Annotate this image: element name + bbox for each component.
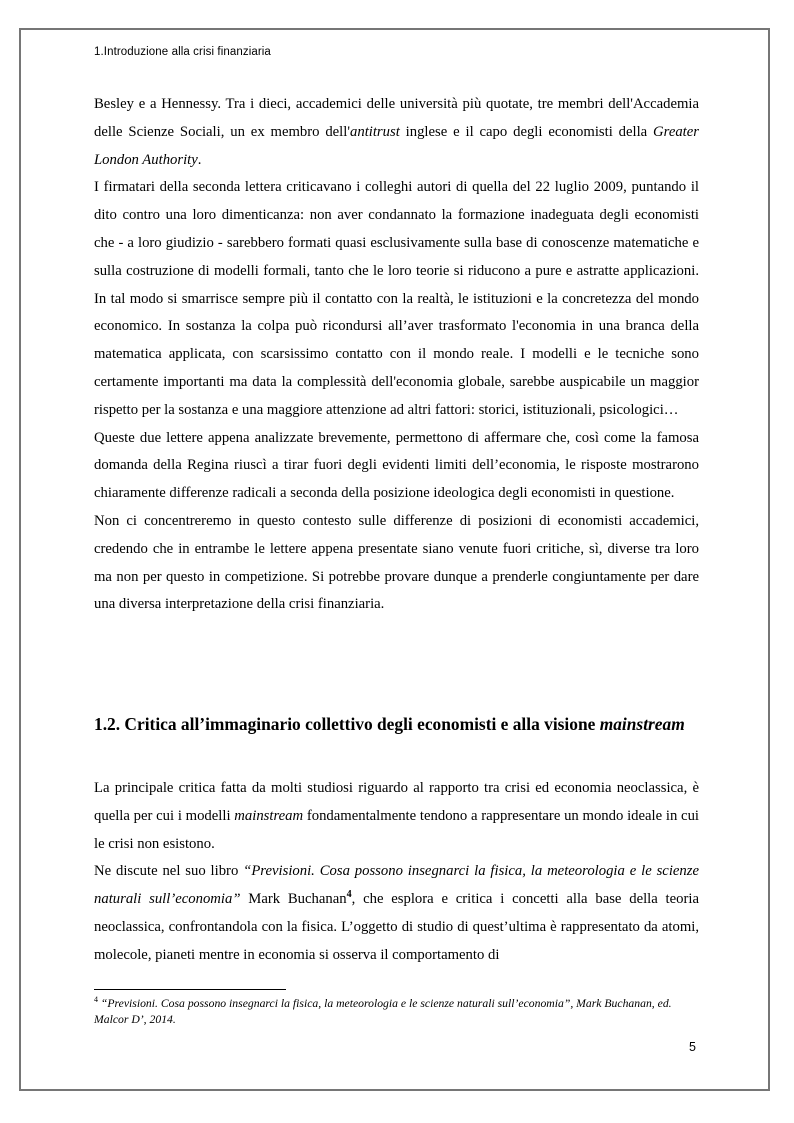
page-number: 5: [689, 1040, 696, 1054]
italic-term: antitrust: [350, 123, 400, 140]
text-span: Ne discute nel suo libro: [94, 863, 244, 880]
paragraph-3: Queste due lettere appena analizzate brevemente, permettono di affermare che, così come la famosa domanda della Regina riuscì a tirar fuori degli evidenti limiti dell’economia, le risposte mostrarono chiaramente differenze radicali a seconda della posizione ideologica degli economisti in questione.: [94, 429, 699, 502]
footnote: [94, 996, 694, 1027]
text-span: inglese e il capo degli economisti della: [399, 123, 654, 140]
section-heading: [94, 709, 699, 740]
text-span: La principale critica fatta da molti studiosi riguardo al rapporto tra crisi ed economia neoclassica, è quella per cui i modelli: [94, 780, 699, 824]
section-text: [94, 775, 699, 970]
text-span: , che esplora e critica i concetti alla base della teoria neoclassica, confrontandola con la fisica. L’oggetto di studio di quest’ultima è rappresentato da atomi, molecole, pianeti mentre in economia si osserva il comportamento di: [94, 891, 699, 963]
book-title: “Previsioni. Cosa possono insegnarci la fisica, la meteorologia e le scienze naturali sull’economia”: [94, 863, 699, 908]
section-paragraph-1: [94, 775, 699, 858]
text-span: .: [197, 151, 202, 168]
footnote-reference[interactable]: 4: [346, 889, 352, 901]
text-span: Mark Buchanan: [240, 891, 347, 908]
text-span: fondamentalmente tendono a rappresentare un mondo ideale in cui le crisi non esistono.: [94, 807, 699, 852]
paragraph-2: I firmatari della seconda lettera criticavano i colleghi autori di quella del 22 luglio 2009, puntando il dito contro una loro dimenticanza: non aver condannato la formazione inadeguata degli economisti che - a loro giudizio - sarebbero formati quasi esclusivamente sulla base di conoscenze matematiche e sulla costruzione di modelli formali, tanto che le loro teorie si riducono a pure e astratte applicazioni. In tal modo si smarrisce sempre più il contatto con la realtà, le istituzioni e la concretezza del mondo economico. In sostanza la colpa può ricondursi all’aver trasformato l'economia in una branca della matematica applicata, con scarsissimo contatto con il mondo reale. I modelli e le tecniche sono certamente importanti ma data la complessità dell'economia globale, sarebbe auspicabile un maggior rispetto per la sostanza e una maggiore attenzione ad altri fattori: storici, istituzionali, psicologici…: [94, 179, 699, 418]
heading-italic: mainstream: [599, 714, 685, 734]
text-span: Besley e a Hennessy. Tra i dieci, accademici delle università più quotate, tre membri dell'Accademia delle Scienze Sociali, un ex membro dell': [94, 96, 699, 140]
section-paragraph-2: [94, 858, 699, 969]
footnote-marker: 4: [94, 995, 98, 1005]
italic-term: Greater London Authority: [94, 123, 700, 168]
body-text: [94, 91, 699, 619]
running-header: 1.Introduzione alla crisi finanziaria: [94, 46, 271, 58]
heading-text: 1.2. Critica all’immaginario collettivo degli economisti e alla visione: [94, 714, 600, 734]
italic-term: mainstream: [234, 807, 304, 824]
paragraph-4: Non ci concentreremo in questo contesto sulle differenze di posizioni di economisti accademici, credendo che in entrambe le lettere appena presentate siano venute fuori critiche, sì, diverse tra loro ma non per questo in competizione. Si potrebbe provare dunque a prenderle congiuntamente per dare una diversa interpretazione della crisi finanziaria.: [94, 512, 699, 613]
footnote-text: “Previsioni. Cosa possono insegnarci la fisica, la meteorologia e le scienze naturali sull’economia”, Mark Buchanan, ed. Malcor D’, 2014.: [94, 997, 672, 1026]
footnote-separator: [94, 989, 286, 990]
paragraph-1: [94, 91, 699, 174]
